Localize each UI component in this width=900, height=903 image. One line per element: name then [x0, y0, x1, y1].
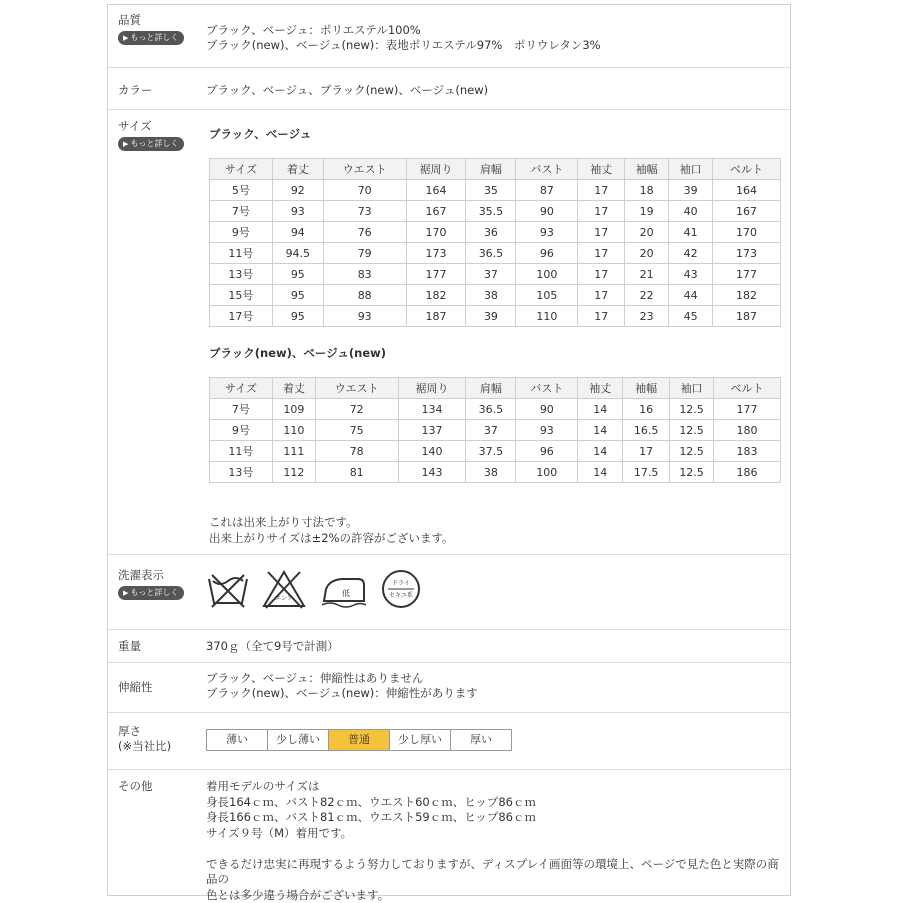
size-table-2-title: ブラック(new)、ベージュ(new): [209, 345, 386, 361]
thickness-label: [118, 724, 171, 754]
table-row: [210, 264, 781, 285]
table-cell: 12.5: [670, 420, 714, 441]
table-cell: 88: [323, 285, 406, 306]
color-row: [108, 67, 790, 110]
material-more-button[interactable]: [118, 31, 184, 45]
table-cell: 39: [669, 180, 713, 201]
table-header-cell: サイズ: [210, 159, 273, 180]
table-cell: 95: [272, 306, 323, 327]
size-table-2: [209, 377, 781, 483]
other-line: 着用モデルのサイズは: [206, 779, 790, 795]
table-header-cell: 袖丈: [578, 159, 625, 180]
table-row: [210, 285, 781, 306]
table-cell: 100: [516, 264, 578, 285]
more-button-label: もっと詳しく: [130, 588, 178, 597]
table-cell: 45: [669, 306, 713, 327]
size-label: [118, 119, 184, 151]
table-header-cell: 袖口: [670, 378, 714, 399]
table-cell: 95: [272, 264, 323, 285]
table-header-cell: バスト: [516, 159, 578, 180]
wash-row: [108, 554, 790, 630]
table-cell: 143: [398, 462, 466, 483]
table-row: [210, 306, 781, 327]
more-button-label: もっと詳しく: [130, 33, 178, 42]
iron-text: 低: [342, 589, 350, 598]
material-line: ブラック(new)、ベージュ(new)：表地ポリエステル97% ポリウレタン3%: [206, 38, 601, 53]
triangle-right-icon: ▶: [123, 140, 128, 148]
stretch-label: 伸縮性: [118, 680, 153, 695]
table-cell: 7号: [210, 201, 273, 222]
table-cell: 7号: [210, 399, 273, 420]
table-cell: 93: [516, 420, 578, 441]
size-table-1-title: ブラック、ベージュ: [209, 126, 311, 142]
size-table-1: [209, 158, 781, 327]
size-label-text: サイズ: [118, 119, 184, 134]
table-cell: 13号: [210, 462, 273, 483]
table-cell: 72: [315, 399, 398, 420]
table-cell: 112: [272, 462, 315, 483]
table-cell: 44: [669, 285, 713, 306]
table-cell: 17: [578, 264, 625, 285]
table-cell: 36.5: [466, 399, 516, 420]
weight-value: 370ｇ（全て9号で計測）: [206, 639, 339, 654]
table-cell: 35: [466, 180, 516, 201]
table-header-cell: ベルト: [713, 159, 781, 180]
table-cell: 94: [272, 222, 323, 243]
table-cell: 17: [578, 306, 625, 327]
table-cell: 14: [578, 462, 623, 483]
thickness-option: 普通: [329, 730, 390, 750]
table-cell: 93: [272, 201, 323, 222]
table-row: [210, 180, 781, 201]
other-line: できるだけ忠実に再現するよう努力しておりますが、ディスプレイ画面等の環境上、ページで見た色と実際の商品の: [206, 857, 790, 888]
table-cell: 21: [625, 264, 669, 285]
iron-low-icon: [318, 569, 370, 609]
table-cell: 15号: [210, 285, 273, 306]
table-cell: 9号: [210, 420, 273, 441]
table-cell: 111: [272, 441, 315, 462]
bleach-text: エンソ: [275, 595, 293, 602]
stretch-line: ブラック、ベージュ：伸縮性はありません: [206, 671, 478, 686]
table-cell: 12.5: [670, 462, 714, 483]
triangle-right-icon: ▶: [123, 34, 128, 42]
other-line: 身長166ｃｍ、バスト81ｃｍ、ウエスト59ｃｍ、ヒップ86ｃｍ: [206, 810, 790, 826]
table-cell: 177: [406, 264, 466, 285]
table-cell: 170: [713, 222, 781, 243]
size-more-button[interactable]: [118, 137, 184, 151]
table-cell: 37.5: [466, 441, 516, 462]
table-row: [210, 441, 781, 462]
table-cell: 17: [578, 243, 625, 264]
table-cell: 14: [578, 441, 623, 462]
triangle-right-icon: ▶: [123, 589, 128, 597]
table-cell: 93: [516, 222, 578, 243]
table-cell: 17: [578, 180, 625, 201]
table-cell: 177: [714, 399, 781, 420]
table-cell: 110: [272, 420, 315, 441]
table-cell: 186: [714, 462, 781, 483]
table-cell: 19: [625, 201, 669, 222]
more-button-label: もっと詳しく: [130, 139, 178, 148]
table-cell: 20: [625, 243, 669, 264]
table-cell: 164: [713, 180, 781, 201]
table-header-cell: 袖口: [669, 159, 713, 180]
table-cell: 37: [466, 264, 516, 285]
table-cell: 42: [669, 243, 713, 264]
no-wash-icon: [206, 569, 250, 609]
table-cell: 183: [714, 441, 781, 462]
table-cell: 37: [466, 420, 516, 441]
thickness-scale: [206, 729, 512, 751]
material-line: ブラック、ベージュ：ポリエステル100%: [206, 23, 601, 38]
table-cell: 17: [578, 222, 625, 243]
other-line: サイズ９号（M）着用です。: [206, 826, 790, 842]
thickness-option: 少し薄い: [268, 730, 329, 750]
other-content: [206, 779, 790, 903]
table-cell: 14: [578, 399, 623, 420]
table-cell: 90: [516, 201, 578, 222]
table-cell: 12.5: [670, 399, 714, 420]
table-header-cell: ウエスト: [315, 378, 398, 399]
table-cell: 100: [516, 462, 578, 483]
table-cell: 87: [516, 180, 578, 201]
table-cell: 173: [406, 243, 466, 264]
material-content: [206, 23, 601, 53]
table-cell: 140: [398, 441, 466, 462]
table-cell: 79: [323, 243, 406, 264]
wash-label: [118, 568, 184, 600]
table-cell: 16.5: [623, 420, 670, 441]
table-cell: 110: [516, 306, 578, 327]
other-line: 身長164ｃｍ、バスト82ｃｍ、ウエスト60ｃｍ、ヒップ86ｃｍ: [206, 795, 790, 811]
table-header-cell: ベルト: [714, 378, 781, 399]
thickness-label-text: 厚さ: [118, 724, 171, 739]
table-cell: 17: [578, 285, 625, 306]
table-cell: 94.5: [272, 243, 323, 264]
table-cell: 76: [323, 222, 406, 243]
table-cell: 96: [516, 243, 578, 264]
table-cell: 22: [625, 285, 669, 306]
table-cell: 75: [315, 420, 398, 441]
thickness-option: 少し厚い: [390, 730, 451, 750]
table-cell: 36: [466, 222, 516, 243]
thickness-option: 薄い: [207, 730, 268, 750]
stretch-row: [108, 662, 790, 713]
table-cell: 23: [625, 306, 669, 327]
size-note: これは出来上がり寸法です。: [209, 514, 454, 530]
table-header-cell: 肩幅: [466, 378, 516, 399]
table-header-row: [210, 159, 781, 180]
table-cell: 70: [323, 180, 406, 201]
dry-text-top: ドライ: [392, 580, 410, 587]
table-header-cell: 裾周り: [398, 378, 466, 399]
table-cell: 182: [406, 285, 466, 306]
table-cell: 9号: [210, 222, 273, 243]
table-header-cell: 着丈: [272, 159, 323, 180]
table-cell: 36.5: [466, 243, 516, 264]
table-row: [210, 243, 781, 264]
product-spec-table: [107, 4, 791, 896]
table-cell: 134: [398, 399, 466, 420]
table-cell: 17.5: [623, 462, 670, 483]
table-cell: 95: [272, 285, 323, 306]
table-header-cell: ウエスト: [323, 159, 406, 180]
other-line: [206, 841, 790, 857]
table-cell: 13号: [210, 264, 273, 285]
table-cell: 92: [272, 180, 323, 201]
table-cell: 105: [516, 285, 578, 306]
table-header-cell: 肩幅: [466, 159, 516, 180]
table-cell: 180: [714, 420, 781, 441]
table-cell: 96: [516, 441, 578, 462]
table-cell: 38: [466, 285, 516, 306]
no-bleach-icon: [260, 568, 308, 610]
stretch-content: [206, 671, 478, 701]
table-cell: 18: [625, 180, 669, 201]
material-label-text: 品質: [118, 13, 184, 28]
table-cell: 17号: [210, 306, 273, 327]
table-cell: 38: [466, 462, 516, 483]
table-cell: 35.5: [466, 201, 516, 222]
material-label: [118, 13, 184, 45]
weight-label: 重量: [118, 639, 141, 654]
table-cell: 137: [398, 420, 466, 441]
table-row: [210, 399, 781, 420]
table-cell: 173: [713, 243, 781, 264]
table-cell: 5号: [210, 180, 273, 201]
table-cell: 182: [713, 285, 781, 306]
thickness-option: 厚い: [451, 730, 511, 750]
table-cell: 43: [669, 264, 713, 285]
size-notes: [209, 514, 454, 546]
dry-clean-icon: [380, 568, 422, 610]
other-label: その他: [118, 779, 153, 794]
table-cell: 17: [578, 201, 625, 222]
table-header-cell: 袖丈: [578, 378, 623, 399]
table-cell: 167: [713, 201, 781, 222]
table-cell: 83: [323, 264, 406, 285]
table-cell: 12.5: [670, 441, 714, 462]
table-cell: 81: [315, 462, 398, 483]
weight-row: [108, 629, 790, 663]
table-cell: 177: [713, 264, 781, 285]
table-row: [210, 420, 781, 441]
color-value: ブラック、ベージュ、ブラック(new)、ベージュ(new): [206, 83, 488, 98]
table-header-row: [210, 378, 781, 399]
table-cell: 16: [623, 399, 670, 420]
table-header-cell: サイズ: [210, 378, 273, 399]
table-header-cell: 裾周り: [406, 159, 466, 180]
table-header-cell: 袖幅: [625, 159, 669, 180]
table-cell: 20: [625, 222, 669, 243]
table-cell: 170: [406, 222, 466, 243]
dry-text-bottom: セキユ系: [389, 591, 413, 599]
table-cell: 93: [323, 306, 406, 327]
table-cell: 11号: [210, 243, 273, 264]
wash-icons: [206, 568, 422, 610]
table-cell: 41: [669, 222, 713, 243]
table-cell: 187: [406, 306, 466, 327]
table-cell: 109: [272, 399, 315, 420]
table-cell: 14: [578, 420, 623, 441]
wash-more-button[interactable]: [118, 586, 184, 600]
color-label: カラー: [118, 83, 153, 98]
table-cell: 73: [323, 201, 406, 222]
table-header-cell: 袖幅: [623, 378, 670, 399]
table-cell: 167: [406, 201, 466, 222]
table-cell: 17: [623, 441, 670, 462]
table-header-cell: 着丈: [272, 378, 315, 399]
size-note: 出来上がりサイズは±2%の許容がございます。: [209, 530, 454, 546]
table-cell: 39: [466, 306, 516, 327]
stretch-line: ブラック(new)、ベージュ(new)：伸縮性があります: [206, 686, 478, 701]
other-line: 色とは多少違う場合がございます。: [206, 888, 790, 903]
table-row: [210, 201, 781, 222]
table-cell: 164: [406, 180, 466, 201]
table-cell: 78: [315, 441, 398, 462]
table-cell: 187: [713, 306, 781, 327]
thickness-row: [108, 712, 790, 770]
thickness-label-sub: (※当社比): [118, 739, 171, 754]
table-header-cell: バスト: [516, 378, 578, 399]
table-cell: 11号: [210, 441, 273, 462]
material-row: [108, 5, 790, 68]
other-row: [108, 769, 790, 896]
table-cell: 90: [516, 399, 578, 420]
table-row: [210, 222, 781, 243]
table-row: [210, 462, 781, 483]
table-cell: 40: [669, 201, 713, 222]
wash-label-text: 洗濯表示: [118, 568, 184, 583]
size-row: [108, 109, 790, 555]
